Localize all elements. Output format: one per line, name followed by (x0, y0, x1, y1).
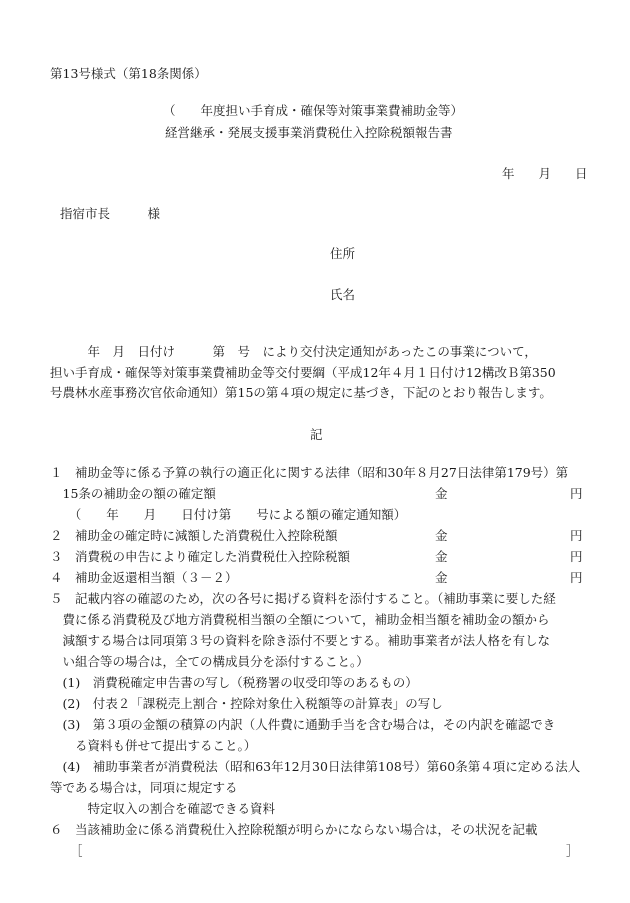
item-5-line: ５ 記載内容の確認のため，次の各号に掲げる資料を添付すること。（補助事業に要した経 (50, 591, 556, 606)
item-3 (50, 549, 586, 564)
item-4-label: ４ 補助金返還相当額（３－２） (50, 570, 238, 585)
item-3-amount-label: 金 (435, 549, 448, 564)
body-paragraph (50, 342, 586, 404)
item-5-line: 費に係る消費税及び地方消費税相当額の全額について，補助金相当額を補助金の額から (50, 612, 550, 627)
name-label: 氏名 (330, 287, 356, 302)
body-line: 年 月 日付け 第 号 により交付決定通知があったこの事業について， (50, 344, 537, 359)
item-5-sub-2: (2) 付表２「課税売上割合・控除対象仕入税額等の計算表」の写し (50, 696, 443, 711)
item-1-yen-label: 円 (570, 486, 583, 501)
item-5-sub-4: (4) 補助事業者が消費税法（昭和63年12月30日法律第108号）第60条第４項に定める法人 (50, 759, 581, 774)
item-1-label: 15条の補助金の額の確定額 (50, 486, 216, 501)
bracket-close: ］ (566, 843, 579, 858)
date-month: 月 (538, 166, 551, 181)
item-5-sub-3-cont: る資料も併せて提出すること。） (50, 738, 257, 753)
item-5-sub-4-cont: 等である場合は，同項に規定する (50, 780, 238, 795)
address-label: 住所 (330, 246, 356, 261)
item-5-sub-1: (1) 消費税確定申告書の写し（税務署の収受印等のあるもの） (50, 675, 418, 690)
report-title: 経営継承・発展支援事業消費税仕入控除税額報告書 (165, 125, 453, 140)
date-line (502, 166, 587, 181)
item-4-amount-label: 金 (435, 570, 448, 585)
recipient: 指宿市長 様 (60, 206, 161, 221)
item-2 (50, 528, 586, 543)
item-5-sub-4-cont2: 特定収入の割合を確認できる資料 (50, 801, 276, 816)
date-year: 年 (502, 166, 515, 181)
ki-heading: 記 (310, 427, 323, 442)
date-day: 日 (574, 166, 588, 181)
item-6: ６ 当該補助金に係る消費税仕入控除税額が明らかにならない場合は，その状況を記載 (50, 822, 538, 837)
item-5-line: い組合等の場合は，全ての構成員分を添付すること。） (50, 654, 369, 669)
item-3-label: ３ 消費税の申告により確定した消費税仕入控除税額 (50, 549, 351, 564)
form-number: 第13号様式（第18条関係） (50, 66, 207, 81)
item-4-yen-label: 円 (570, 570, 583, 585)
item-2-label: ２ 補助金の確定時に減額した消費税仕入控除税額 (50, 528, 338, 543)
title-line-1: （ 年度担い手育成・確保等対策事業費補助金等） (163, 103, 464, 118)
item-4 (50, 570, 586, 585)
item-5-sub-3: (3) 第３項の金額の積算の内訳（人件費に通勤手当を含む場合は，その内訳を確認でき (50, 717, 556, 732)
item-3-yen-label: 円 (570, 549, 583, 564)
item-2-amount-label: 金 (435, 528, 448, 543)
item-1-line-2 (50, 486, 586, 501)
body-line: 担い手育成・確保等対策事業費補助金等交付要綱（平成12年４月１日付け12構改Ｂ第350 (50, 364, 556, 380)
item-5-line: 減額する場合は同項第３号の資料を除き添付不要とする。補助事業者が法人格を有しな (50, 633, 551, 648)
item-2-yen-label: 円 (570, 528, 583, 543)
item-1-line-1: １ 補助金等に係る予算の執行の適正化に関する法律（昭和30年８月27日法律第179号）第 (50, 465, 569, 480)
bracket-open: ［ (70, 843, 83, 858)
item-1-amount-label: 金 (435, 486, 448, 501)
body-line: 号農林水産事務次官依命通知）第15の第４項の規定に基づき，下記のとおり報告します。 (50, 385, 552, 400)
item-1-line-3: （ 年 月 日付け第 号による額の確定通知額） (50, 507, 407, 522)
